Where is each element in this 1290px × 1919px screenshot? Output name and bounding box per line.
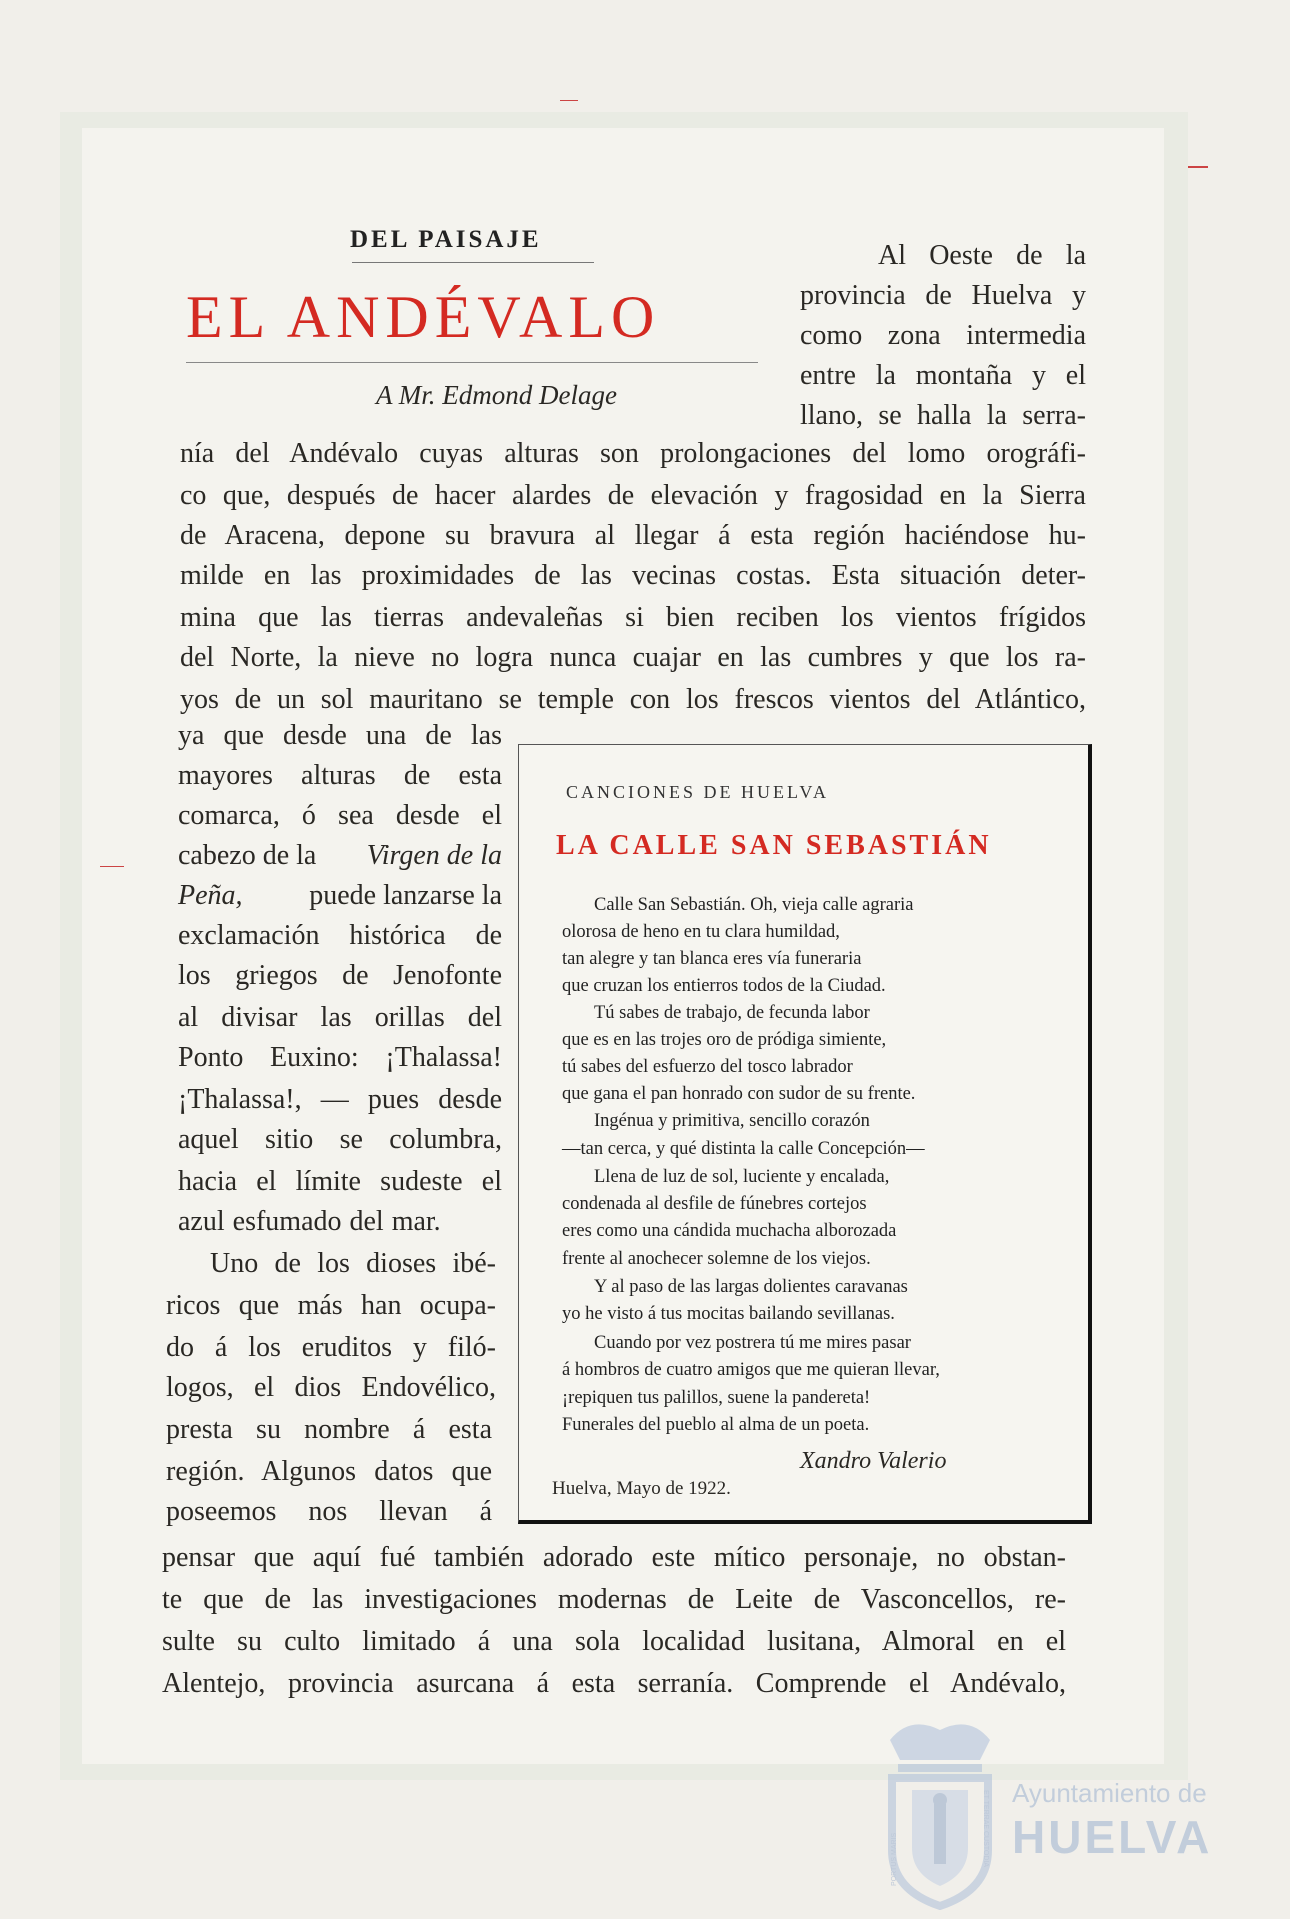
paragraph-line: pensar que aquí fué también adorado este mítico personaje, no obstan- bbox=[162, 1542, 1066, 1573]
paragraph-line: ricos que más han ocupa- bbox=[166, 1290, 496, 1321]
paragraph-line: provincia de Huelva y bbox=[800, 280, 1086, 311]
paragraph-line: milde en las proximidades de las vecinas costas. Esta situación deter- bbox=[180, 560, 1086, 591]
paragraph-line bbox=[178, 836, 502, 876]
paragraph-line: hacia el límite sudeste el bbox=[178, 1166, 502, 1197]
title-underline bbox=[186, 362, 758, 363]
paragraph-line: ya que desde una de las bbox=[178, 720, 502, 751]
margin-mark bbox=[560, 100, 578, 101]
poem-line: Tú sabes de trabajo, de fecunda labor bbox=[594, 1003, 870, 1023]
poem-dateline: Huelva, Mayo de 1922. bbox=[552, 1478, 731, 1499]
poem-box-title: LA CALLE SAN SEBASTIÁN bbox=[556, 830, 992, 861]
paragraph-line: Alentejo, provincia asurcana á esta serranía. Comprende el Andévalo, bbox=[162, 1668, 1066, 1699]
paragraph-line: poseemos nos llevan á bbox=[166, 1496, 492, 1527]
paragraph-line: Ponto Euxino: ¡Thalassa! bbox=[178, 1042, 502, 1073]
watermark-line1: Ayuntamiento de bbox=[1012, 1778, 1207, 1808]
paragraph-line: presta su nombre á esta bbox=[166, 1414, 492, 1445]
paragraph-line: Al Oeste de la bbox=[878, 240, 1086, 271]
poem-line: frente al anochecer solemne de los viejos. bbox=[562, 1249, 871, 1269]
place-name-italic: Virgen de la bbox=[366, 840, 502, 871]
poem-line: Calle San Sebastián. Oh, vieja calle agraria bbox=[594, 895, 914, 915]
paragraph-line: Uno de los dioses ibé- bbox=[210, 1248, 496, 1279]
kicker-underline bbox=[352, 262, 594, 263]
margin-mark bbox=[1188, 166, 1208, 168]
poem-line: ¡repiquen tus palillos, suene la pandereta! bbox=[562, 1388, 871, 1408]
poem-line: condenada al desfile de fúnebres cortejos bbox=[562, 1194, 867, 1214]
watermark-line2: HUELVA bbox=[1012, 1811, 1213, 1863]
paragraph-line: co que, después de hacer alardes de elevación y fragosidad en la Sierra bbox=[180, 480, 1086, 511]
poem-box-kicker: CANCIONES DE HUELVA bbox=[566, 782, 830, 802]
poem-line: Ingénua y primitiva, sencillo corazón bbox=[594, 1111, 870, 1131]
paragraph-line: llano, se halla la serra- bbox=[800, 400, 1086, 431]
poem-line: que cruzan los entierros todos de la Ciudad. bbox=[562, 976, 886, 996]
paragraph-line: yos de un sol mauritano se temple con los frescos vientos del Atlántico, bbox=[180, 684, 1086, 715]
text-run: puede lanzarse la bbox=[309, 880, 502, 911]
shield-motto-right: ET TERRAE CUSTODIA bbox=[982, 1790, 989, 1868]
poem-line: —tan cerca, y qué distinta la calle Concepción— bbox=[562, 1139, 925, 1159]
paragraph-line: nía del Andévalo cuyas alturas son prolongaciones del lomo orográfi- bbox=[180, 438, 1086, 469]
poem-line: tan alegre y tan blanca eres vía funeraria bbox=[562, 949, 862, 969]
poem-line: eres como una cándida muchacha alborozada bbox=[562, 1221, 897, 1241]
margin-mark bbox=[100, 866, 124, 867]
poem-line: tú sabes del esfuerzo del tosco labrador bbox=[562, 1057, 853, 1077]
dedication: A Mr. Edmond Delage bbox=[376, 380, 617, 410]
paragraph-line: comarca, ó sea desde el bbox=[178, 800, 502, 831]
poem-line: que es en las trojes oro de pródiga simiente, bbox=[562, 1030, 887, 1050]
paragraph-line bbox=[178, 876, 502, 916]
shield-motto-left: PORTUS MARIS bbox=[891, 1832, 898, 1886]
paragraph-line: do á los eruditos y filó- bbox=[166, 1332, 496, 1363]
huelva-shield-icon bbox=[880, 1710, 1000, 1910]
paragraph-line: región. Algunos datos que bbox=[166, 1456, 492, 1487]
paragraph-line: mayores alturas de esta bbox=[178, 760, 502, 791]
ayuntamiento-watermark bbox=[880, 1710, 1260, 1910]
paragraph-line: logos, el dios Endovélico, bbox=[166, 1372, 496, 1403]
poem-line: yo he visto á tus mocitas bailando sevillanas. bbox=[562, 1304, 895, 1324]
poem-line: Cuando por vez postrera tú me mires pasar bbox=[594, 1333, 911, 1353]
paragraph-line: de Aracena, depone su bravura al llegar á esta región haciéndose hu- bbox=[180, 520, 1086, 551]
paragraph-line: como zona intermedia bbox=[800, 320, 1086, 351]
article-kicker: DEL PAISAJE bbox=[350, 226, 542, 253]
paragraph-line: te que de las investigaciones modernas de Leite de Vasconcellos, re- bbox=[162, 1584, 1066, 1615]
paragraph-line: mina que las tierras andevaleñas si bien reciben los vientos frígidos bbox=[180, 602, 1086, 633]
text-run: cabezo de la bbox=[178, 840, 317, 871]
place-name-italic: Peña, bbox=[178, 880, 243, 911]
paragraph-line: ¡Thalassa!, — pues desde bbox=[178, 1084, 502, 1115]
paragraph-line: azul esfumado del mar. bbox=[178, 1206, 441, 1237]
poem-line: olorosa de heno en tu clara humildad, bbox=[562, 922, 840, 942]
paragraph-line: entre la montaña y el bbox=[800, 360, 1086, 391]
poem-line: que gana el pan honrado con sudor de su frente. bbox=[562, 1084, 916, 1104]
paragraph-line: los griegos de Jenofonte bbox=[178, 960, 502, 991]
paragraph-line: aquel sitio se columbra, bbox=[178, 1124, 502, 1155]
poem-line: Y al paso de las largas dolientes caravanas bbox=[594, 1277, 908, 1297]
paragraph-line: exclamación histórica de bbox=[178, 920, 502, 951]
paragraph-line: al divisar las orillas del bbox=[178, 1002, 502, 1033]
poem-line: Funerales del pueblo al alma de un poeta. bbox=[562, 1415, 870, 1435]
poem-line: á hombros de cuatro amigos que me quieran llevar, bbox=[562, 1360, 940, 1380]
poem-signature: Xandro Valerio bbox=[800, 1448, 947, 1474]
paragraph-line: sulte su culto limitado á una sola localidad lusitana, Almoral en el bbox=[162, 1626, 1066, 1657]
poem-line: Llena de luz de sol, luciente y encalada, bbox=[594, 1167, 890, 1187]
article-title: EL ANDÉVALO bbox=[186, 284, 661, 350]
paragraph-line: del Norte, la nieve no logra nunca cuajar en las cumbres y que los ra- bbox=[180, 642, 1086, 673]
